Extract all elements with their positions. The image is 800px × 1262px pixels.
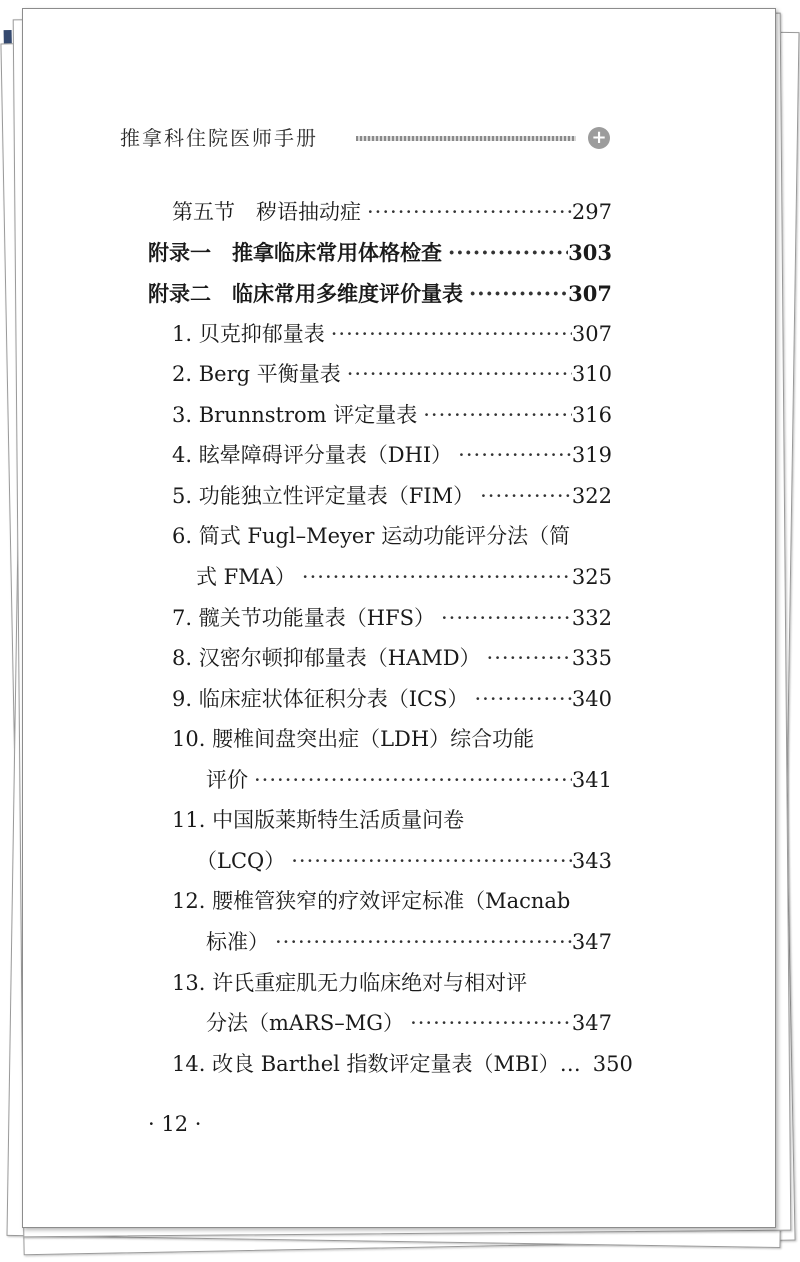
- toc-entry-page: 347: [571, 1011, 612, 1035]
- toc-entry-label: 10. 腰椎间盘突出症（LDH）综合功能: [172, 727, 535, 751]
- toc-entry-label: 13. 许氏重症肌无力临床绝对与相对评: [172, 971, 528, 995]
- toc-entry-page: 303: [568, 240, 612, 265]
- toc-entry-first-line[interactable]: [172, 520, 612, 552]
- toc-entry[interactable]: [172, 439, 612, 471]
- toc-entry-label-continued: 标准）: [206, 930, 269, 954]
- toc-entry-page: 343: [571, 849, 612, 873]
- toc-entry[interactable]: [172, 683, 612, 715]
- toc-entry-first-line[interactable]: [172, 885, 612, 917]
- toc-entry-page: 325: [571, 565, 612, 589]
- toc-entry[interactable]: [206, 764, 612, 796]
- toc-entry-page: 319: [571, 443, 612, 467]
- toc-entry[interactable]: [172, 642, 612, 674]
- toc-entry-page: 350: [592, 1052, 633, 1076]
- book-title: 推拿科住院医师手册: [120, 126, 318, 150]
- toc-entry-page: 347: [571, 930, 612, 954]
- toc-entry-page: 322: [571, 484, 612, 508]
- toc-entry-page: 307: [571, 322, 612, 346]
- leader-dots: [468, 683, 571, 715]
- toc-entry-label: 14. 改良 Barthel 指数评定量表（MBI）…: [172, 1052, 581, 1076]
- toc-entry-first-line[interactable]: [172, 804, 612, 836]
- toc-entry-label: 9. 临床症状体征积分表（ICS）: [172, 687, 469, 711]
- toc-entry[interactable]: [206, 1007, 612, 1039]
- toc-entry-page: 310: [571, 362, 612, 386]
- toc-entry[interactable]: [172, 318, 612, 350]
- toc-entry-label: 4. 眩晕障碍评分量表（DHI）: [172, 443, 453, 467]
- toc-entry-label: 1. 贝克抑郁量表: [172, 322, 325, 346]
- leader-dots: [452, 439, 572, 471]
- leader-dots: [417, 399, 572, 431]
- toc-entry[interactable]: [206, 926, 612, 958]
- toc-entry-page: 340: [571, 687, 612, 711]
- toc-entry[interactable]: [172, 480, 612, 512]
- leader-dots: [285, 845, 572, 877]
- plus-circle-icon: +: [588, 127, 610, 149]
- toc-entry-label: 11. 中国版莱斯特生活质量问卷: [172, 808, 465, 832]
- leader-dots: [442, 237, 568, 269]
- toc-entry-label-continued: （LCQ）: [196, 849, 286, 873]
- toc-entry[interactable]: [196, 561, 612, 593]
- page-number: · 12 ·: [148, 1112, 202, 1136]
- toc-entry[interactable]: [148, 237, 612, 269]
- toc-entry-page: 332: [571, 606, 612, 630]
- toc-entry-label: 第五节 秽语抽动症: [172, 200, 361, 224]
- toc-entry[interactable]: [172, 399, 612, 431]
- toc-entry-label: 5. 功能独立性评定量表（FIM）: [172, 484, 475, 508]
- toc-entry-label: 附录二 临床常用多维度评价量表: [148, 281, 463, 306]
- toc-entry-label: 7. 髋关节功能量表（HFS）: [172, 606, 435, 630]
- leader-dots: [361, 196, 572, 228]
- toc-entry[interactable]: [172, 1048, 633, 1080]
- toc-entry-label-continued: 分法（mARS–MG）: [206, 1011, 405, 1035]
- toc-entry-label: 3. Brunnstrom 评定量表: [172, 403, 418, 427]
- toc-entry-page: 307: [568, 281, 612, 306]
- toc-entry-label-continued: 评价: [206, 768, 248, 792]
- toc-entry[interactable]: [172, 196, 612, 228]
- leader-dots: [474, 480, 572, 512]
- toc-entry-page: 341: [571, 768, 612, 792]
- leader-dots: [296, 561, 572, 593]
- leader-dots: [325, 318, 572, 350]
- leader-dots: [463, 278, 568, 310]
- toc-entry-label: 12. 腰椎管狭窄的疗效评定标准（Macnab: [172, 889, 571, 913]
- header-rule: [356, 136, 576, 141]
- leader-dots: [269, 926, 572, 958]
- running-header: [120, 118, 620, 154]
- toc-entry-label: 2. Berg 平衡量表: [172, 362, 341, 386]
- toc-entry-label: 6. 简式 Fugl–Meyer 运动功能评分法（简: [172, 524, 571, 548]
- leader-dots: [248, 764, 572, 796]
- toc-entry[interactable]: [172, 358, 612, 390]
- toc-entry-page: 316: [571, 403, 612, 427]
- toc-entry-label: 附录一 推拿临床常用体格检查: [148, 240, 442, 265]
- toc-entry[interactable]: [196, 845, 612, 877]
- leader-dots: [404, 1007, 572, 1039]
- toc-entry-first-line[interactable]: [172, 723, 612, 755]
- toc-entry[interactable]: [148, 278, 612, 310]
- toc-entry-first-line[interactable]: [172, 967, 612, 999]
- leader-dots: [435, 602, 572, 634]
- toc-entry[interactable]: [172, 602, 612, 634]
- toc-entry-label-continued: 式 FMA）: [196, 565, 296, 589]
- toc-entry-page: 297: [571, 200, 612, 224]
- leader-dots: [481, 642, 572, 674]
- toc-entry-label: 8. 汉密尔顿抑郁量表（HAMD）: [172, 646, 481, 670]
- leader-dots: [341, 358, 572, 390]
- toc-entry-page: 335: [571, 646, 612, 670]
